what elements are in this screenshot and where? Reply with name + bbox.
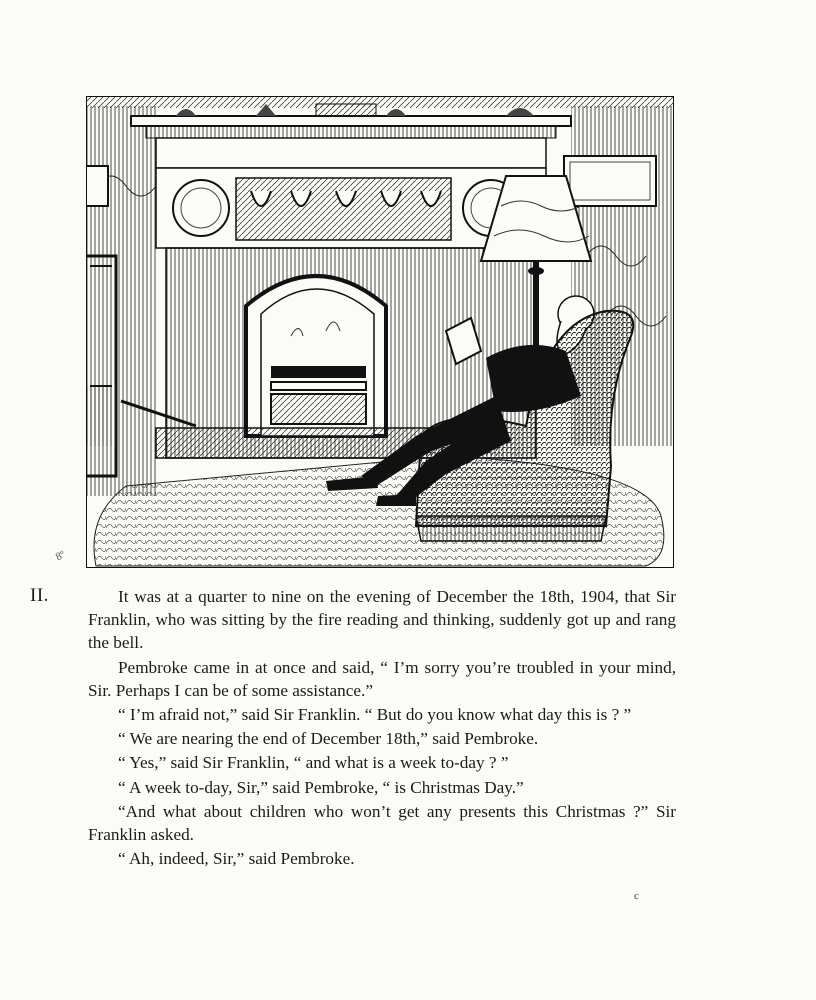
margin-mark: 8º (53, 548, 68, 564)
paragraph-2: Pembroke came in at once and said, “ I’m sorry you’re troubled in your mind, Sir. Perhaps I can be of some assistance.” (88, 657, 676, 700)
paragraph-3: “ I’m afraid not,” said Sir Franklin. “ But do you know what day this is ? ” (118, 705, 632, 725)
paragraph-4: “ We are nearing the end of December 18th,” said Pembroke. (118, 729, 539, 749)
story-text (88, 585, 676, 870)
paragraph-1: It was at a quarter to nine on the evening of December the 18th, 1904, that Sir Franklin, who was sitting by the fire reading and thinking, suddenly got up and rang the bell. (88, 587, 676, 653)
wall-picture-right (564, 156, 656, 206)
fireplace-drawing (86, 96, 674, 568)
paragraph-7: “And what about children who won’t get any presents this Christmas ?” Sir Franklin asked. (88, 801, 676, 845)
section-number: II. (30, 585, 49, 606)
fireplace-illustration (86, 96, 674, 568)
paragraph-6: “ A week to-day, Sir,” said Pembroke, “ is Christmas Day.” (118, 777, 524, 797)
page-signature: c (634, 890, 639, 902)
wall-picture-left (86, 166, 108, 206)
paragraph-5: “ Yes,” said Sir Franklin, “ and what is a week to-day ? ” (118, 753, 509, 773)
paragraph-8: “ Ah, indeed, Sir,” said Pembroke. (118, 849, 355, 869)
